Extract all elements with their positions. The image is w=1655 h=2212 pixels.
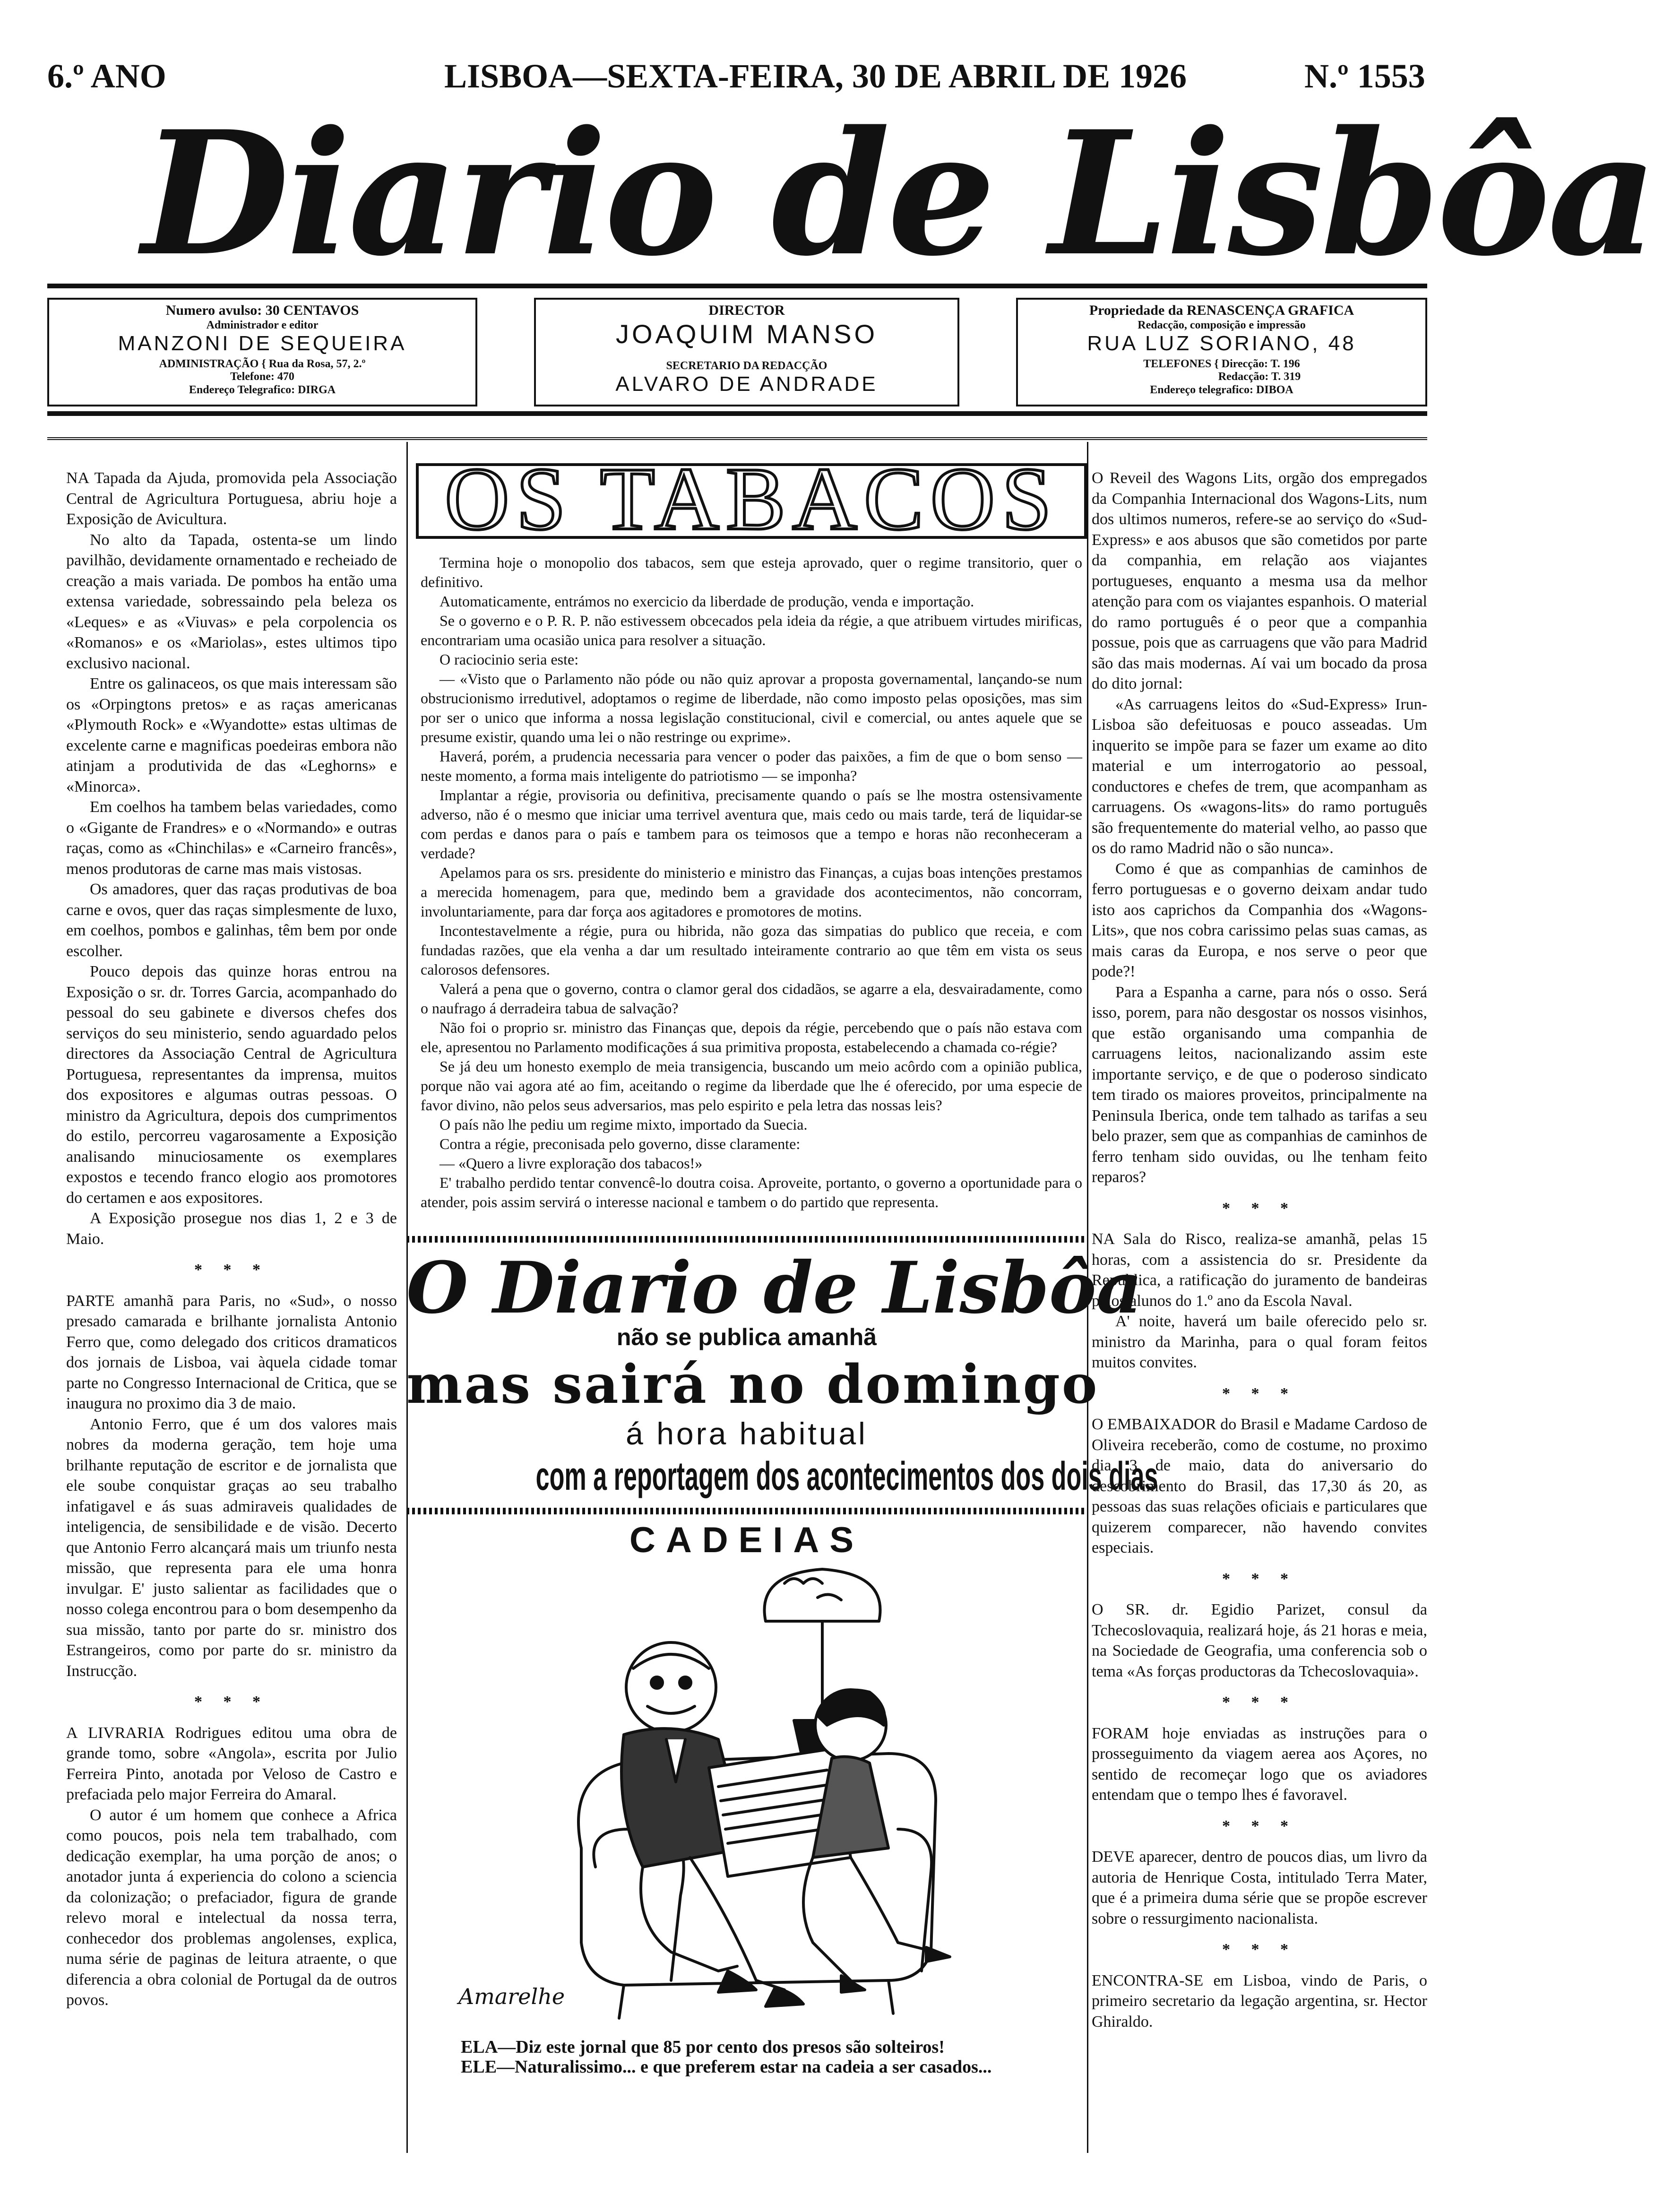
article-consul: O SR. dr. Egidio Parizet, consul da Tchecoslovaquia, realizará hoje, ás 21 horas e meia, na Sociedade de Geografia, uma conferencia sob o tema «As forças productoras da Tchecoslovaquia». — [1092, 1601, 1427, 1680]
article-antonio-ferro-lead: PARTE amanhã para Paris, no «Sud», o nosso presado camarada e brilhante jornalista Antonio Ferro que, como delegado dos criticos dramaticos dos jornais de Lisboa, vai àquela cidade tomar parte no Congresso Internacional de Critica, que se inaugura no proximo dia 3 de maio. — [66, 1292, 397, 1412]
paragraph: Apelamos para os srs. presidente do ministerio e ministro das Finanças, a cujas boas intenções prestamos a merecida homenagem, para que, medindo bem a gravidade dos acontecimentos, não concorram, involuntariamente, para dar força aos agitadores e promotores de motins. — [421, 864, 1082, 920]
cartoon-illustration — [425, 1564, 1077, 2037]
paragraph: Os amadores, quer das raças produtivas de boa carne e ovos, quer das raças simplesmente de luxo, em coelhos, pombos e galinhas, têm bem por onde escolher. — [66, 881, 397, 960]
paragraph: Implantar a régie, provisoria ou definitiva, precisamente quando o país se lhe mostra ostensivamente adverso, não é o mesmo que iniciar uma terrivel aventura que, mais cedo ou mais tarde, terá de liquidar-se com perdas e danos para o país e tambem para os teimosos que a tempo e horas não reconheceram a verdade? — [421, 786, 1082, 862]
paragraph: A Exposição prosegue nos dias 1, 2 e 3 de Maio. — [66, 1210, 397, 1248]
office-address: RUA LUZ SORIANO, 48 — [1087, 332, 1356, 355]
phone-direction: Direcção: T. 196 — [1221, 357, 1300, 370]
phone-redaction: Redacção: T. 319 — [1218, 371, 1301, 383]
masthead-title: Diario de Lisbôa — [142, 94, 1655, 294]
issue-number: N.º 1553 — [1304, 57, 1425, 95]
info-box-administration: Numero avulso: 30 CENTAVOS Administrador e editor MANZONI DE SEQUEIRA ADMINISTRAÇÃO { Rua da Rosa, 57, 2.º Telefone: 470 Endereço Telegrafico: DIRGA — [47, 298, 477, 406]
services-text: Redacção, composição e impressão — [1138, 319, 1306, 331]
paragraph: A' noite, haverá um baile oferecido pelo sr. ministro da Marinha, para o qual foram feitos muitos convites. — [1092, 1313, 1427, 1371]
paragraph: Antonio Ferro, que é um dos valores mais nobres da moderna geração, tem hoje uma brilhante reputação de escritor e de jornalista que ele soube conquistar graças ao seu trabalho infatigavel e ás suas admiraveis qualidades de inteligencia, de sensibilidade e de visão. Decerto que Antonio Ferro alcançará mais um triunfo nesta missão, que representa para ele uma honra invulgar. E' justo salientar as facilidades que o nosso colega encontrou para o bom desempenho da sua missão, tanto por parte do sr. ministro dos Estrangeiros, como por parte do sr. ministro da Instrucção. — [66, 1415, 397, 1680]
ad-report-line: com a reportagem dos acontecimentos dos dois dias — [535, 1454, 1158, 1498]
separator-stars: * * * — [1222, 1694, 1297, 1711]
info-box-ownership: Propriedade da RENASCENÇA GRAFICA Redacção, composição e impressão RUA LUZ SORIANO, 48 TELEFONES { Direcção: T. 196 Redacção: T. 319 Endereço telegrafico: DIBOA — [1016, 298, 1427, 406]
separator-stars: * * * — [1222, 1570, 1297, 1588]
left-column — [66, 468, 397, 2011]
separator-stars: * * * — [194, 1693, 269, 1711]
ad-top-border — [406, 1236, 1087, 1243]
price-text: Numero avulso: 30 CENTAVOS — [165, 302, 359, 318]
director-label: DIRECTOR — [708, 302, 785, 318]
paragraph: Para a Espanha a carne, para nós o osso. Será isso, porem, para não desgostar os nossos visinhos, que estão organisando uma companhia de carruagens leitos, nacionalizando assim este importante serviço, e de que o poderoso sindicato tem tirado os maiores proveitos, principalmente na Peninsula Iberica, onde tem talhado as tarifas a seu belo prazer, sem que as companhias de caminhos de ferro tenham sido ouvidas, ou lhe tenham feito reparos? — [1092, 983, 1427, 1186]
paragraph: Em coelhos ha tambem belas variedades, como o «Gigante de Frandres» e o «Normando» e outras raças, como as «Chinchilas» e «Carneiro francês», menos produtoras de carne mas mais vistosas. — [66, 798, 397, 878]
paragraph: — «Visto que o Parlamento não póde ou não quiz aprovar a proposta governamental, lançando-se num obstrucionismo irredutivel, adoptamos o regime de liberdade, não como imposto pelas oposições, mas sim por ser o unico que informa a nossa legislação constitucional, civil e comercial, ou antes aquele que se presume existir, quando uma lei o não restringe ou exprime». — [421, 670, 1082, 745]
admin-telegraph: Endereço Telegrafico: DIRGA — [189, 383, 336, 396]
paragraph: Se o governo e o P. R. P. não estivessem obcecados pela ideia da régie, a que atribuem virtudes mirificas, encontrariam uma ocasião unica para resolver a situação. — [421, 612, 1082, 648]
article-embaixador: O EMBAIXADOR do Brasil e Madame Cardoso de Oliveira receberão, como de costume, no proximo dia 3 de maio, data do aniversario do descobrimento do Brasil, das 17,30 ás 20, as pessoas das suas relações oficiais e particulares que quizerem comparecer, não havendo convites especiais. — [1092, 1416, 1427, 1556]
cartoon-caption — [461, 2037, 1089, 2077]
article-exposicao-lead: NA Tapada da Ajuda, promovida pela Associação Central de Agricultura Portuguesa, abriu hoje a Exposição de Avicultura. — [66, 469, 397, 528]
ad-subline: á hora habitual — [626, 1416, 868, 1451]
paragraph: Não foi o proprio sr. ministro das Finanças que, depois da régie, percebendo que o país não estava com ele, apresentou no Parlamento modificações á sua primitiva proposta, estabelecendo a chamada co-régie? — [421, 1019, 1082, 1055]
cartoon-signature: Amarelhe — [458, 1984, 565, 2009]
paragraph: Termina hoje o monopolio dos tabacos, sem que esteja aprovado, quer o regime transitorio, quer o definitivo. — [421, 554, 1082, 590]
ad-bottom-border — [406, 1508, 1087, 1514]
separator-stars: * * * — [194, 1261, 269, 1279]
paragraph: Se já deu um honesto exemplo de meia transigencia, buscando um meio acôrdo com a opinião publica, porque não vai agora até ao fim, aceitando o regime da liberdade que lhe é oferecido, por uma especie de favor divino, não pelos seus adversarios, mas pelo espirito e pela letra das nossas leis? — [421, 1058, 1082, 1114]
separator-stars: * * * — [1222, 1384, 1297, 1402]
paragraph: Haverá, porém, a prudencia necessaria para vencer o poder das paixões, a fim de que o bom senso — neste momento, a forma mais inteligente do patriotismo — se imponha? — [421, 748, 1082, 784]
paragraph: O autor é um homem que conhece a Africa como poucos, pois nela tem trabalhado, com dedicação exemplar, ha uma porção de anos; o anotador junta á experiencia do colono a sciencia da colonização; o prefaciador, figura de grande relevo moral e intelectual da nossa terra, conhecedor dos problemas angolenses, explica, numa série de paginas de leitura atraente, o que diferencia a obra colonial de Portugal da de outros povos. — [66, 1806, 397, 2009]
paragraph: O país não lhe pediu um regime mixto, importado da Suecia. — [440, 1116, 808, 1133]
paragraph: Incontestavelmente a régie, pura ou hibrida, não goza das simpatias do publico que receia, e com fundadas razões, que ela venha a dar um resultado inteiramente contrario ao que têm em vista os seus calorosos defensores. — [421, 922, 1082, 978]
top-line — [0, 57, 1558, 99]
admin-address: Rua da Rosa, 57, 2.º — [268, 357, 366, 370]
separator-stars: * * * — [1222, 1199, 1297, 1217]
paragraph: No alto da Tapada, ostenta-se um lindo pavilhão, devidamente ornamentado e recheiado de creação a mais variada. De pombos ha então uma extensa variedade, sobressaindo pela beleza os «Leques» e as «Viuvas» e pela corpolencia os «Romanos» e os «Mariolas», estes ultimos tipo exclusivo nacional. — [66, 531, 397, 672]
article-sala-do-risco: NA Sala do Risco, realiza-se amanhã, pelas 15 horas, com a assistencia do sr. Presidente da Republica, a ratificação do juramento de bandeiras pelos alunos do 1.º ano da Escola Naval. — [1092, 1230, 1427, 1310]
paragraph: Entre os galinaceos, os que mais interessam são os «Orpingtons pretos» e as raças americanas «Plymouth Rock» e «Wyandotte» estas ultimas de excelente carne e magnificas poedeiras embora não atinjam a produtivida de das «Leghorns» e «Minorca». — [66, 675, 397, 795]
separator-stars: * * * — [1222, 1941, 1297, 1958]
paragraph: E' trabalho perdido tentar convencê-lo doutra coisa. Aproveite, portanto, o governo a oportunidade para o atender, pois assim servirá o interesse nacional e tambem o do partido que representa. — [421, 1174, 1082, 1210]
article-terra-mater: DEVE aparecer, dentro de poucos dias, um livro da autoria de Henrique Costa, intitulado Terra Mater, que é a primeira duma série que se propõe escrever sobre o ressurgimento nacionalista. — [1092, 1848, 1427, 1927]
ad-masthead: O Diario de Lisbôa — [406, 1246, 1142, 1330]
os-tabacos-headline: OS TABACOS — [416, 463, 1087, 539]
caption-line-she: ELA—Diz este jornal que 85 por cento dos presos são solteiros! — [461, 2037, 945, 2057]
article-livraria-lead: A LIVRARIA Rodrigues editou uma obra de grande tomo, sobre «Angola», escrita por Julio Ferreira Pinto, anotada por Veloso de Castro e prefaciada pelo major Ferreira do Amaral. — [66, 1724, 397, 1803]
caption-line-he: ELE—Naturalissimo... e que preferem estar na cadeia a ser casados... — [461, 2057, 992, 2077]
paragraph: — «Quero a livre exploração dos tabacos!» — [440, 1155, 703, 1172]
paragraph: Valerá a pena que o governo, contra o clamor geral dos cidadãos, se agarre a ela, desvairadamente, como o naufrago á derradeira tabua de salvação? — [421, 980, 1082, 1017]
paragraph: Contra a régie, preconisada pelo governo, disse claramente: — [440, 1135, 801, 1152]
office-telegraph: Endereço telegrafico: DIBOA — [1150, 383, 1293, 396]
article-wagons-lits-lead: O Reveil des Wagons Lits, orgão dos empregados da Companhia Internacional dos Wagons-Lits, num dos ultimos numeros, refere-se ao serviço do «Sud-Express» e aos abusos que são cometidos por parte da companhia, em relação aos viajantes portugueses, enquanto a mesma usa da melhor atenção para com os viajantes espanhois. O material do ramo português é o peor que a companhia possue, pois que as carruagens que vão para Madrid são das mais modernas. Aí vai um bocado da prosa do dito jornal: — [1092, 469, 1427, 692]
os-tabacos-article — [421, 553, 1082, 1212]
ownership-text: Propriedade da RENASCENÇA GRAFICA — [1089, 302, 1354, 318]
editor-name: MANZONI DE SEQUEIRA — [118, 332, 407, 355]
paragraph: O raciocinio seria este: — [440, 651, 579, 668]
ad-headline: mas sairá no domingo — [406, 1354, 1099, 1416]
paragraph: Pouco depois das quinze horas entrou na Exposição o sr. dr. Torres Garcia, acompanhado do pessoal do seu gabinete e diversos chefes dos serviços do seu ministerio, sendo aguardado pelos directores da Associação Central de Agricultura Portuguesa, representantes da imprensa, muitos dos expositores e algumas outras pessoas. O ministro da Agricultura, depois dos cumprimentos do estilo, percorreu vagarosamente a Exposição analisando minuciosamente os exemplares expostos e tecendo franco elogio aos promotores do certamen e aos expositores. — [66, 963, 397, 1207]
director-name: JOAQUIM MANSO — [615, 319, 878, 349]
article-viagem-aerea: FORAM hoje enviadas as instruções para o prosseguimento da viagem aerea aos Açores, no sentido de recomeçar logo que os aviadores entendam que o tempo lhes é favoravel. — [1092, 1724, 1427, 1804]
secretary-label: SECRETARIO DA REDACÇÃO — [666, 359, 828, 372]
info-box-direction — [534, 298, 959, 406]
editor-role: Administrador e editor — [206, 319, 319, 331]
year-label: 6.º ANO — [47, 57, 166, 95]
admin-phone: Telefone: 470 — [230, 371, 294, 383]
phones-label: TELEFONES — [1143, 357, 1212, 370]
separator-stars: * * * — [1222, 1817, 1297, 1835]
secretary-name: ALVARO DE ANDRADE — [615, 372, 878, 396]
dateline: LISBOA—SEXTA-FEIRA, 30 DE ABRIL DE 1926 — [444, 57, 1187, 95]
article-legacao-argentina: ENCONTRA-SE em Lisboa, vindo de Paris, o primeiro secretario da legação argentina, sr. Hector Ghiraldo. — [1092, 1971, 1427, 2031]
admin-label: ADMINISTRAÇÃO — [159, 357, 259, 370]
right-column — [1092, 468, 1427, 2032]
paragraph: Automaticamente, entrámos no exercicio da liberdade de produção, venda e importação. — [440, 593, 974, 610]
paragraph: Como é que as companhias de caminhos de ferro portuguesas e o governo deixam andar tudo isto aos caprichos da Companhia dos «Wagons-Lits», que nos cobra carissimo pelas suas camas, as mais caras da Europa, e nos serve o peor que pode?! — [1092, 860, 1427, 980]
paragraph: «As carruagens leitos do «Sud-Express» Irun-Lisboa são defeituosas e pouco asseadas. Um inquerito se impõe para se fazer um exame ao dito material e um interrogatorio ao pessoal, conductores e chefes de trem, que acompanham as carruagens. Os «wagons-lits» do ramo português são frequentemente do material velho, ao passo que os do ramo Madrid não o são nunca». — [1092, 695, 1427, 857]
top-divider — [47, 437, 1427, 440]
cartoon-title: CADEIAS — [629, 1520, 864, 1560]
info-band — [47, 284, 1427, 416]
ad-notice: não se publica amanhã — [616, 1324, 877, 1350]
